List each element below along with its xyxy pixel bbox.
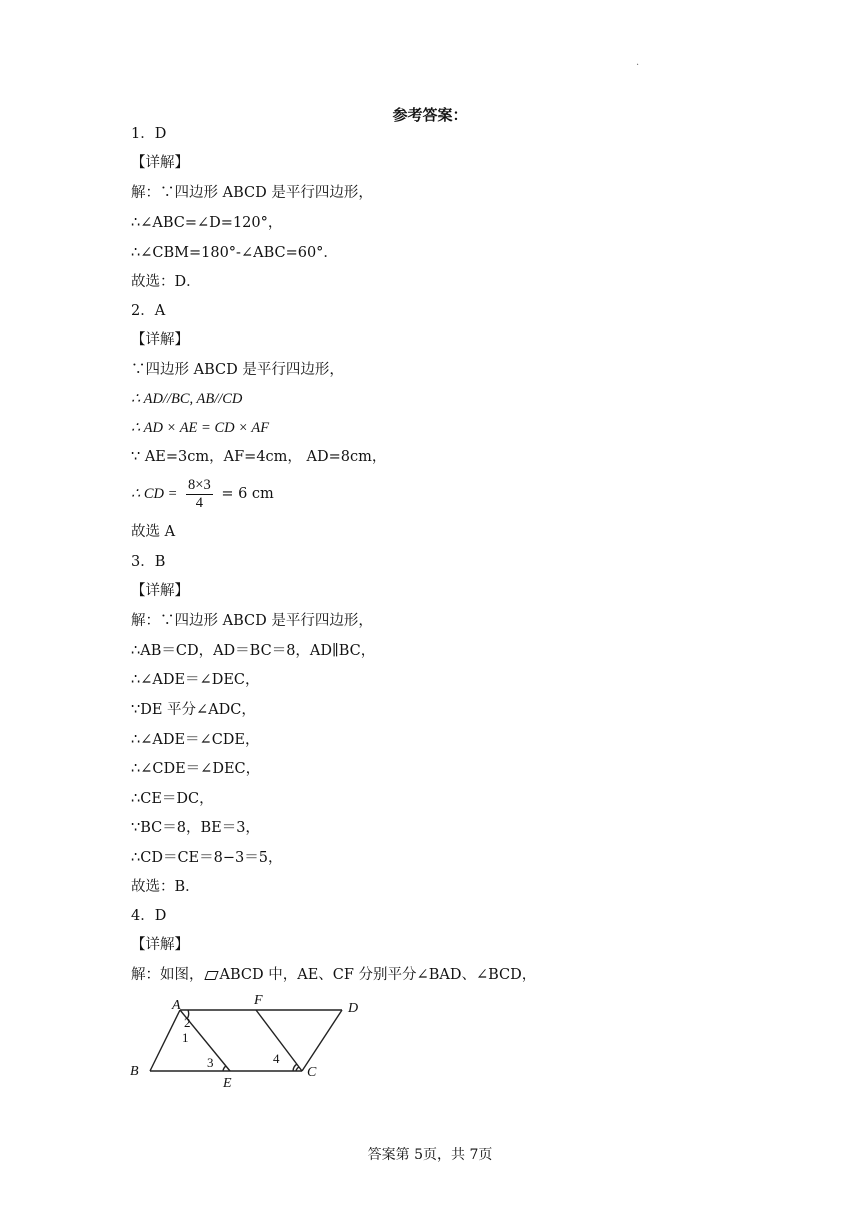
detail-label: 【详解】 [131, 332, 189, 348]
fraction-lhs: ∴ CD = [131, 486, 178, 502]
solution-line [131, 965, 536, 985]
solution-line: ∵四边形 ABCD 是平行四边形， [131, 362, 344, 378]
solution-line: ∴∠CDE＝∠DEC， [131, 761, 261, 777]
side-dc [302, 1010, 342, 1071]
fraction-line [131, 476, 274, 512]
solution-text: 解：如图， [131, 967, 204, 983]
solution-line: ∴CE＝DC， [131, 791, 214, 807]
detail-label: 【详解】 [131, 937, 189, 953]
detail-label: 【详解】 [131, 155, 189, 171]
solution-line: 故选：B． [131, 879, 200, 895]
detail-label: 【详解】 [131, 583, 189, 599]
parallelogram-figure [128, 990, 368, 1092]
solution-line: ∴∠ABC=∠D=120°， [131, 215, 283, 231]
side-ab [150, 1010, 180, 1071]
solution-line: ∵BC＝8，BE＝3， [131, 820, 260, 836]
fraction-denominator: 4 [195, 494, 203, 511]
fraction-numerator: 8×3 [188, 476, 211, 493]
solution-line: ∴AB＝CD，AD＝BC＝8，AD∥BC， [131, 643, 376, 659]
solution-text: ABCD 中，AE、CF 分别平分∠BAD、∠BCD， [219, 967, 537, 983]
answer-4-heading: 4．D [131, 908, 167, 924]
page-footer: 答案第 5页，共 7页 [367, 1147, 493, 1163]
solution-line: 解：∵四边形 ABCD 是平行四边形， [131, 185, 373, 201]
label-d: D [348, 1001, 359, 1016]
answer-1-heading: 1．D [131, 126, 167, 142]
solution-line: ∵DE 平分∠ADC， [131, 702, 256, 718]
solution-line: ∴∠ADE＝∠DEC， [131, 672, 260, 688]
fraction [186, 477, 213, 512]
solution-line: ∵ AE=3cm，AF=4cm， AD=8cm， [131, 449, 387, 465]
solution-line: ∴∠ADE＝∠CDE， [131, 732, 260, 748]
angle-label-1: 2 [184, 1015, 191, 1030]
label-b: B [130, 1064, 139, 1079]
solution-line: ∴ AD//BC, AB//CD [131, 391, 243, 407]
fraction-rhs: = 6 cm [221, 486, 274, 502]
answer-2-heading: 2．A [131, 303, 166, 319]
solution-line: ∴∠CBM=180°-∠ABC=60°． [131, 245, 338, 261]
angle-label-2: 1 [182, 1030, 189, 1045]
angle-mark-3 [223, 1066, 226, 1071]
corner-mark: · [636, 60, 640, 71]
solution-line: 故选：D． [131, 274, 201, 290]
label-f: F [254, 993, 263, 1008]
label-e: E [223, 1076, 232, 1091]
solution-line: ∴CD＝CE＝8−3＝5， [131, 850, 283, 866]
label-c: C [307, 1065, 317, 1080]
solution-line: 解：∵四边形 ABCD 是平行四边形， [131, 613, 373, 629]
answer-3-heading: 3．B [131, 554, 166, 570]
parallelogram-icon [204, 971, 218, 980]
angle-label-3: 3 [207, 1055, 214, 1070]
angle-label-4: 4 [273, 1051, 280, 1066]
solution-line: ∴ AD × AE = CD × AF [131, 420, 270, 436]
page-title: 参考答案： [392, 106, 468, 124]
solution-line: 故选 A [131, 524, 176, 540]
label-a: A [172, 998, 181, 1013]
